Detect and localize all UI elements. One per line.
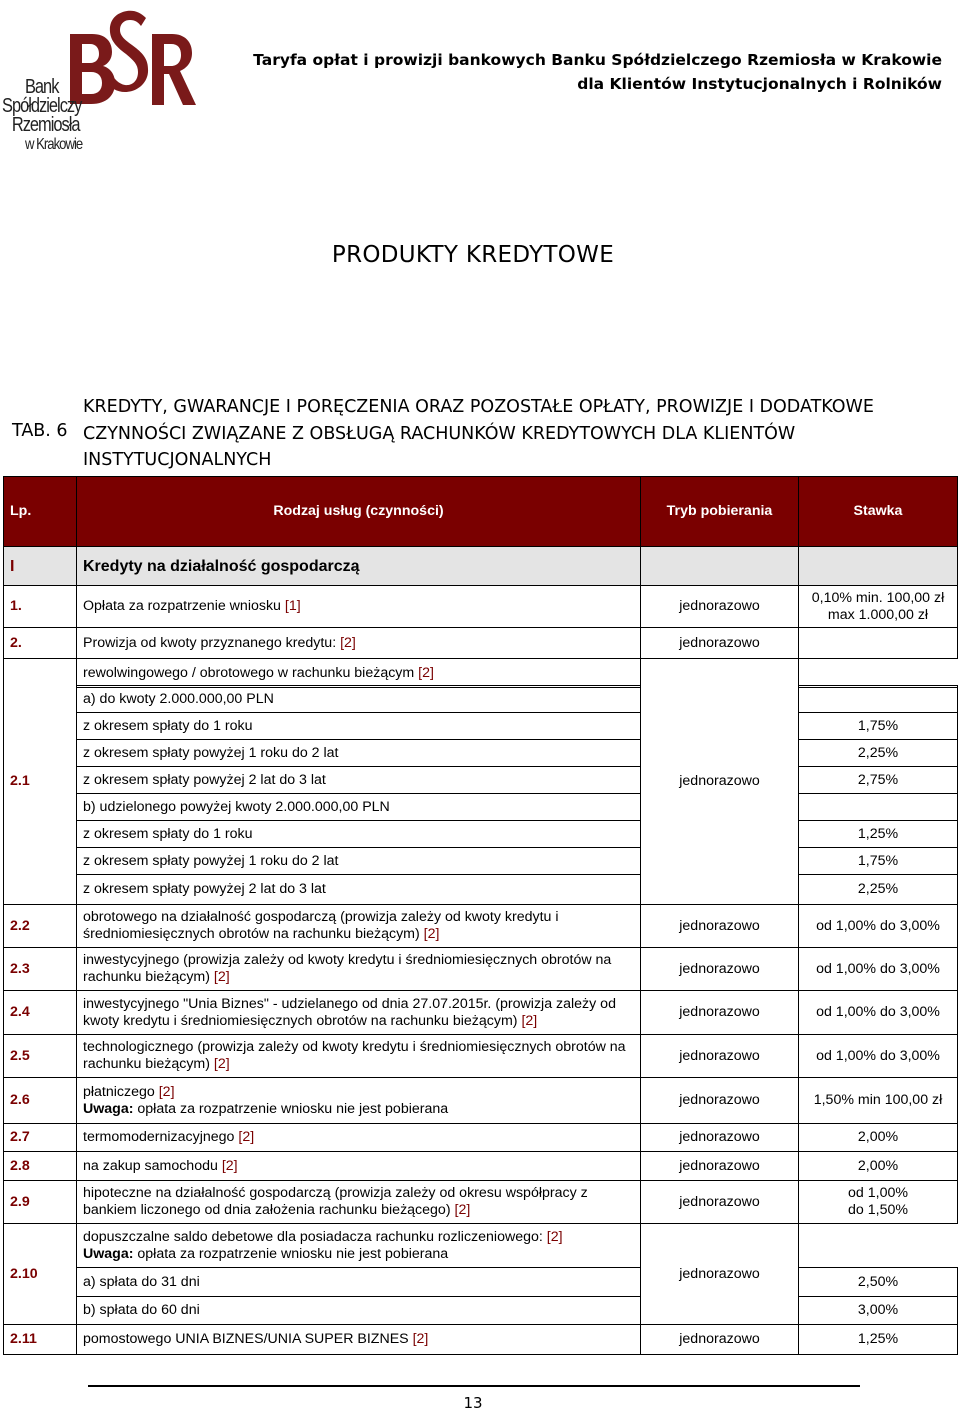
subrow-rate: 2,50% (798, 1267, 958, 1297)
row-lp: 2.6 (3, 1077, 77, 1124)
document-header (253, 48, 942, 96)
row-mode: jednorazowo (640, 1180, 799, 1224)
row-mode: jednorazowo (640, 1123, 799, 1152)
row-desc: na zakup samochodu [2] (76, 1151, 641, 1181)
row-rate: 2,00% (798, 1151, 958, 1181)
subrow-rate: 1,25% (798, 820, 958, 848)
row-lp: 2.2 (3, 904, 77, 948)
table-title-line: INSTYTUCJONALNYCH (83, 450, 272, 470)
subrow-desc: dopuszczalne saldo debetowe dla posiadacza rachunku rozliczeniowego: [2] Uwaga: opłata za rozpatrzenie wniosku nie jest pobierana (76, 1223, 641, 1268)
subrow-desc: b) spłata do 60 dni (76, 1296, 641, 1325)
subrow-desc: b) udzielonego powyżej kwoty 2.000.000,00 PLN (76, 793, 641, 821)
table-title (83, 394, 943, 474)
table-title-line: KREDYTY, GWARANCJE I PORĘCZENIA ORAZ POZOSTAŁE OPŁATY, PROWIZJE I DODATKOWE (83, 397, 874, 417)
subrow-rate: 3,00% (798, 1296, 958, 1325)
row-desc: inwestycyjnego "Unia Biznes" - udzielanego od dnia 27.07.2015r. (prowizja zależy od kwoty kredytu i średniomiesięcznych obrotów na rachunku bieżącym) [2] (76, 990, 641, 1035)
row-mode: jednorazowo (640, 627, 799, 659)
subrow-desc: a) do kwoty 2.000.000,00 PLN (76, 685, 641, 713)
subrow-rate: 2,25% (798, 874, 958, 905)
row-mode: jednorazowo (640, 1077, 799, 1124)
row-mode: jednorazowo (640, 1223, 799, 1325)
subrow-rate: 2,25% (798, 739, 958, 767)
row-rate: od 1,00% do 3,00% (798, 1034, 958, 1078)
row-rate-empty (798, 627, 958, 659)
row-mode: jednorazowo (640, 585, 799, 628)
subrow-desc: a) spłata do 31 dni (76, 1267, 641, 1297)
section-mode-empty (640, 546, 799, 586)
row-rate: od 1,00% do 1,50% (798, 1180, 958, 1224)
row-mode: jednorazowo (640, 1034, 799, 1078)
header-line-2: dla Klientów Instytucjonalnych i Rolników (577, 75, 942, 93)
row-lp: 2.10 (3, 1223, 77, 1325)
row-lp: 2.1 (3, 658, 77, 905)
row-rate: 2,00% (798, 1123, 958, 1152)
row-mode: jednorazowo (640, 658, 799, 905)
subrow-rate-empty (798, 658, 958, 688)
subrow-desc: rewolwingowego / obrotowego w rachunku bieżącym [2] (76, 658, 641, 688)
row-rate: 1,50% min 100,00 zł (798, 1077, 958, 1124)
bsr-logo (2, 6, 202, 156)
subrow-desc: z okresem spłaty do 1 roku (76, 712, 641, 740)
row-lp: 2.3 (3, 947, 77, 991)
row-mode: jednorazowo (640, 1151, 799, 1181)
subrow-desc: z okresem spłaty powyżej 2 lat do 3 lat (76, 766, 641, 794)
row-lp: 2. (3, 627, 77, 659)
subrow-rate: 1,75% (798, 847, 958, 875)
row-lp: 2.7 (3, 1123, 77, 1152)
row-mode: jednorazowo (640, 947, 799, 991)
section-rate-empty (798, 546, 958, 586)
row-lp: 2.11 (3, 1324, 77, 1355)
row-desc: płatniczego [2] Uwaga: opłata za rozpatrzenie wniosku nie jest pobierana (76, 1077, 641, 1124)
row-desc: Prowizja od kwoty przyznanego kredytu: [2] (76, 627, 641, 659)
row-rate: od 1,00% do 3,00% (798, 947, 958, 991)
column-header-rate: Stawka (798, 476, 958, 547)
row-lp: 2.9 (3, 1180, 77, 1224)
column-header-mode: Tryb pobierania (640, 476, 799, 547)
row-desc: hipoteczne na działalność gospodarczą (prowizja zależy od okresu współpracy z bankiem liczonego od dnia założenia rachunku bieżącego) [2] (76, 1180, 641, 1224)
row-rate: od 1,00% do 3,00% (798, 990, 958, 1035)
footer-divider (88, 1385, 860, 1387)
subrow-desc: z okresem spłaty do 1 roku (76, 820, 641, 848)
row-lp: 2.4 (3, 990, 77, 1035)
row-lp: 2.5 (3, 1034, 77, 1078)
row-mode: jednorazowo (640, 1324, 799, 1355)
column-header-lp: Lp. (3, 476, 77, 547)
subrow-desc: z okresem spłaty powyżej 1 roku do 2 lat (76, 739, 641, 767)
page-number: 13 (463, 1394, 483, 1412)
section-title: Kredyty na działalność gospodarczą (76, 546, 641, 586)
bank-name-text: Bank Spółdzielczy Rzemiosła w Krakowie (2, 76, 83, 153)
row-lp: 2.8 (3, 1151, 77, 1181)
row-desc: termomodernizacyjnego [2] (76, 1123, 641, 1152)
row-rate: 1,25% (798, 1324, 958, 1355)
section-lp: I (3, 546, 77, 586)
row-desc: inwestycyjnego (prowizja zależy od kwoty kredytu i średniomiesięcznych obrotów na rachunku bieżącym) [2] (76, 947, 641, 991)
subrow-desc: z okresem spłaty powyżej 2 lat do 3 lat (76, 874, 641, 905)
row-lp: 1. (3, 585, 77, 628)
subrow-rate (798, 685, 958, 713)
row-desc: Opłata za rozpatrzenie wniosku [1] (76, 585, 641, 628)
subrow-rate (798, 793, 958, 821)
subrow-desc: z okresem spłaty powyżej 1 roku do 2 lat (76, 847, 641, 875)
row-desc: technologicznego (prowizja zależy od kwoty kredytu i średniomiesięcznych obrotów na rachunku bieżącym) [2] (76, 1034, 641, 1078)
row-rate: od 1,00% do 3,00% (798, 904, 958, 948)
row-mode: jednorazowo (640, 904, 799, 948)
row-desc: pomostowego UNIA BIZNES/UNIA SUPER BIZNES [2] (76, 1324, 641, 1355)
row-desc: obrotowego na działalność gospodarczą (prowizja zależy od kwoty kredytu i średniomiesięcznych obrotów na rachunku bieżącym) [2] (76, 904, 641, 948)
subrow-rate: 2,75% (798, 766, 958, 794)
row-rate: 0,10% min. 100,00 zł max 1.000,00 zł (798, 585, 958, 628)
header-line-1: Taryfa opłat i prowizji bankowych Banku Spółdzielczego Rzemiosła w Krakowie (253, 51, 942, 69)
row-mode: jednorazowo (640, 990, 799, 1035)
column-header-service: Rodzaj usług (czynności) (76, 476, 641, 547)
table-title-line: CZYNNOŚCI ZWIĄZANE Z OBSŁUGĄ RACHUNKÓW KREDYTOWYCH DLA KLIENTÓW (83, 423, 796, 444)
subrow-rate-empty (798, 1223, 958, 1268)
fee-table (3, 476, 958, 1356)
table-label: TAB. 6 (12, 421, 68, 441)
subrow-rate: 1,75% (798, 712, 958, 740)
page-title: PRODUKTY KREDYTOWE (331, 242, 615, 268)
